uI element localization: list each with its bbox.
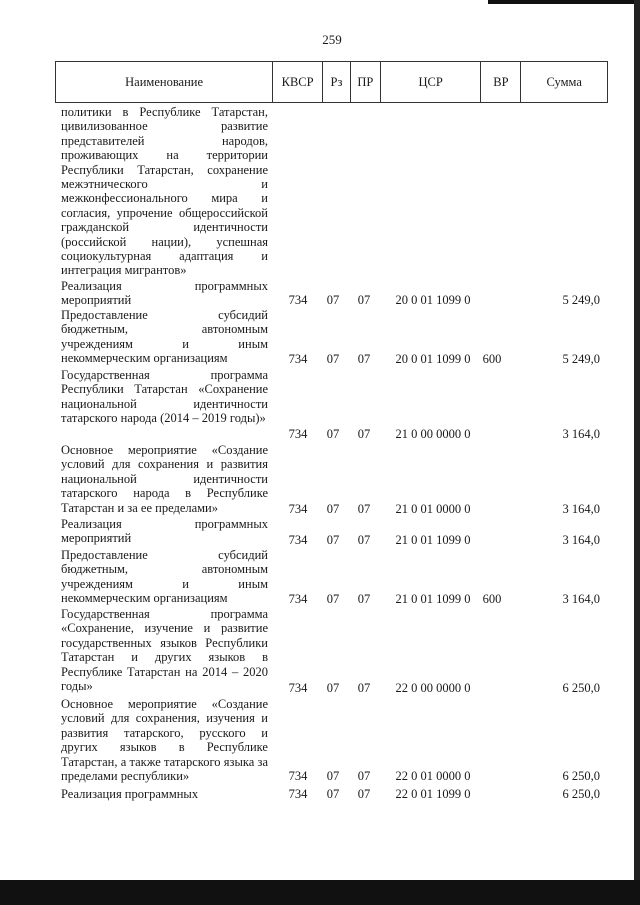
header-sum: Сумма <box>546 74 582 89</box>
row-csr: 22 0 01 0000 0 <box>395 769 471 783</box>
row-kvsr: 734 <box>288 502 308 516</box>
row-sum: 5 249,0 <box>562 293 600 307</box>
row-rz: 07 <box>326 592 340 606</box>
row-vr: 600 <box>482 592 502 606</box>
row-name: Государственная программа Республики Татарстан «Сохранение национальной идентичности татарского народа (2014 – 2019 годы)» <box>61 368 268 426</box>
row-sum: 3 164,0 <box>562 427 600 441</box>
row-kvsr: 734 <box>288 427 308 441</box>
row-pr: 07 <box>357 787 371 801</box>
row-name: Основное мероприятие «Создание условий для сохранения и развития национальной идентичности татарского народа в Республике Татарстан и за ее пределами» <box>61 443 268 515</box>
row-sum: 6 250,0 <box>562 769 600 783</box>
row-sum: 5 249,0 <box>562 352 600 366</box>
row-csr: 21 0 00 0000 0 <box>395 427 471 441</box>
header-rz: Рз <box>323 62 351 102</box>
row-csr: 20 0 01 1099 0 <box>395 352 471 366</box>
row-sum: 6 250,0 <box>562 787 600 801</box>
row-kvsr: 734 <box>288 352 308 366</box>
row-name: Реализация программных мероприятий <box>61 517 268 546</box>
row-name: Предоставление субсидий бюджетным, автономным учреждениям и иным некоммерческим организациям <box>61 548 268 606</box>
row-rz: 07 <box>326 427 340 441</box>
header-csr: ЦСР <box>381 62 482 102</box>
row-pr: 07 <box>357 769 371 783</box>
page-number: 259 <box>322 32 342 47</box>
row-csr: 21 0 01 0000 0 <box>395 502 471 516</box>
row-rz: 07 <box>326 769 340 783</box>
row-sum: 3 164,0 <box>562 502 600 516</box>
header-kvsr: КВСР <box>273 62 323 102</box>
row-rz: 07 <box>326 352 340 366</box>
scan-edge-bottom <box>0 880 640 905</box>
row-rz: 07 <box>326 787 340 801</box>
row-kvsr: 734 <box>288 787 308 801</box>
row-rz: 07 <box>326 681 340 695</box>
row-csr: 21 0 01 1099 0 <box>395 592 471 606</box>
row-sum: 6 250,0 <box>562 681 600 695</box>
row-name: Реализация программных <box>61 787 199 801</box>
row-pr: 07 <box>357 352 371 366</box>
row-csr: 22 0 00 0000 0 <box>395 681 471 695</box>
row-pr: 07 <box>357 533 371 547</box>
header-name: Наименование <box>56 62 273 102</box>
header-pr: ПР <box>351 62 381 102</box>
row-rz: 07 <box>326 293 340 307</box>
scan-edge-top <box>488 0 640 4</box>
table-header <box>55 61 608 103</box>
row-name: Основное мероприятие «Создание условий для сохранения, изучения и развития татарского, русского и других языков в Республике Татарстан, а также татарского языка за пределами республики» <box>61 697 268 784</box>
row-sum: 3 164,0 <box>562 533 600 547</box>
row-csr: 22 0 01 1099 0 <box>395 787 471 801</box>
row-sum: 3 164,0 <box>562 592 600 606</box>
row-pr: 07 <box>357 427 371 441</box>
row-name: Предоставление субсидий бюджетным, автономным учреждениям и иным некоммерческим организациям <box>61 308 268 366</box>
row-kvsr: 734 <box>288 592 308 606</box>
row-pr: 07 <box>357 293 371 307</box>
row-vr: 600 <box>482 352 502 366</box>
row-pr: 07 <box>357 592 371 606</box>
row-csr: 21 0 01 1099 0 <box>395 533 471 547</box>
row-rz: 07 <box>326 502 340 516</box>
row-kvsr: 734 <box>288 681 308 695</box>
row-kvsr: 734 <box>288 769 308 783</box>
scan-edge-right <box>634 0 640 905</box>
row-rz: 07 <box>326 533 340 547</box>
row-pr: 07 <box>357 681 371 695</box>
header-vr: ВР <box>481 62 521 102</box>
row-pr: 07 <box>357 502 371 516</box>
row-name: Реализация программных мероприятий <box>61 279 268 308</box>
row-kvsr: 734 <box>288 533 308 547</box>
row-kvsr: 734 <box>288 293 308 307</box>
row-name: политики в Республике Татарстан, цивилизованное развитие представителей народов, проживающих на территории Республики Татарстан, сохранение межэтнического и межконфессионального мира и согласия, упрочение общероссийской гражданской идентичности (российской нации), успешная социокультурная адаптация и интеграция мигрантов» <box>61 105 268 278</box>
row-name: Государственная программа «Сохранение, изучение и развитие государственных языков Республики Татарстан и других языков в Республике Татарстан на 2014 – 2020 годы» <box>61 607 268 694</box>
row-csr: 20 0 01 1099 0 <box>395 293 471 307</box>
